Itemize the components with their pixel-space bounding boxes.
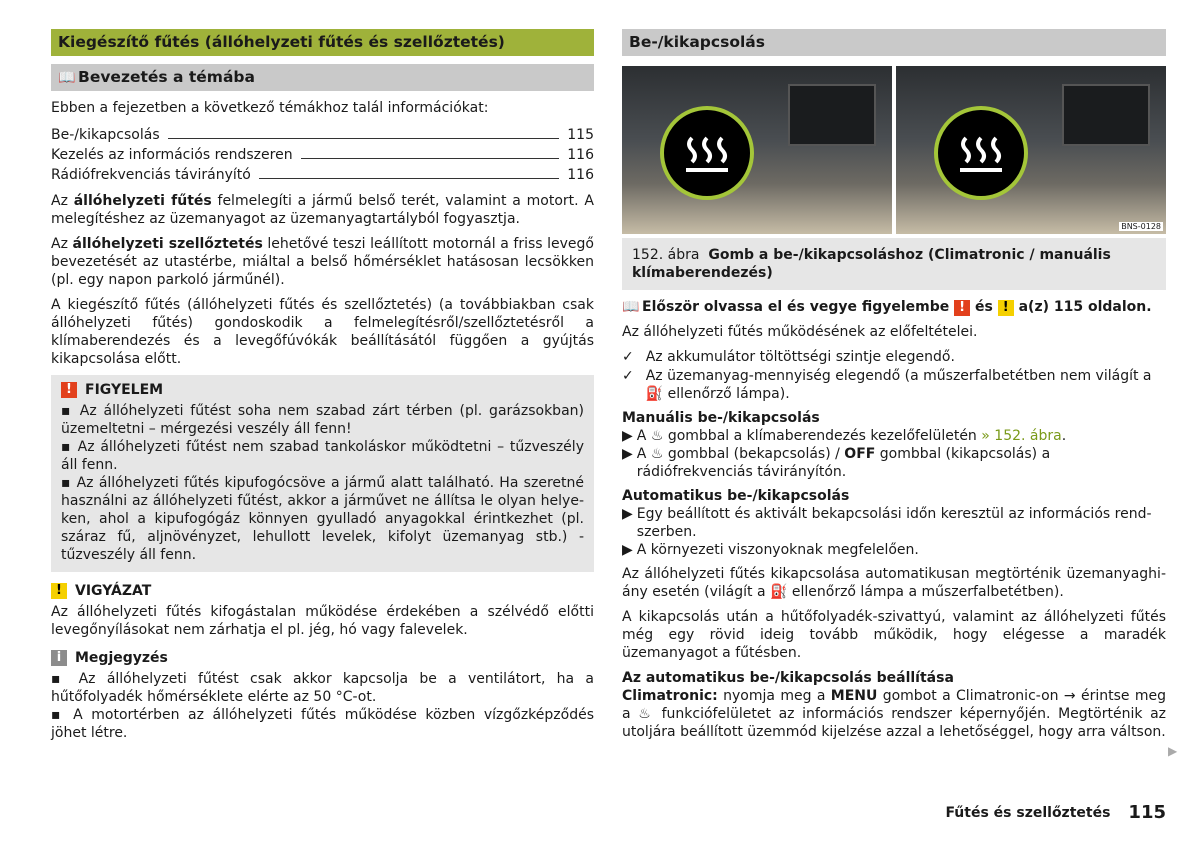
caution-heading — [51, 582, 594, 600]
paragraph-fuel: Az állóhelyzeti fűtés kikapcsolása automatikusan megtörténik üzemanyaghiány esetén (világít a ⛽ ellenőrző lámpa a műszerfalbetétben). — [622, 566, 1166, 600]
figure-caption-text: Gomb a be-/kikapcsoláshoz (Climatronic / manuális klímaberendezés) — [632, 247, 1111, 281]
fuel-lamp-icon: ⛽ — [769, 584, 788, 600]
right-column — [622, 29, 1166, 748]
warning-item: ▪ Az állóhelyzeti fűtést nem szabad tankoláskor működtetni – tűzveszély áll fenn. — [61, 439, 584, 473]
caution-title: VIGYÁZAT — [75, 583, 152, 599]
auto-title: Automatikus be-/kikapcsolás — [622, 488, 850, 504]
infotainment-screen — [788, 84, 876, 146]
toc-label: Kezelés az információs rendszeren — [51, 147, 293, 163]
note-heading — [51, 649, 594, 667]
paragraph-aux: A kiegészítő fűtés (állóhelyzeti fűtés és szellőztetés) (a továbbiakban csak állóhelyzeti fűtés) gondoskodik a felmelegítésről/szellőztetésről a klímaberendezés és a levegőfúvókák beállításától függően a gyújtás kikapcsolása előtt. — [51, 297, 594, 367]
toc — [51, 124, 594, 184]
toc-label: Rádiófrekvenciás távirányító — [51, 167, 251, 183]
figure-caption — [622, 238, 1166, 290]
warning-item: ▪ Az állóhelyzeti fűtés kipufogócsöve a jármű alatt található. Ha szeretné használni az állóhelyzeti fűtést, akkor a járművet ne állítsa le olyan helyeken, ahol a kipufogógáz könnyen gyulladó anyagokkal érintkezhet (pl. száraz fű, aljnövényzet, lehullott levelek, kifolyt üzemanyag stb.) - tűzveszély áll fenn. — [61, 475, 584, 563]
dashboard-photo-climatronic — [622, 66, 892, 234]
book-icon: 📖 — [622, 299, 640, 315]
toc-row[interactable] — [51, 164, 594, 184]
heat-button-icon: ♨ — [638, 706, 654, 722]
figure-number: 152. ábra — [632, 247, 700, 263]
arrow-icon: ▶ — [622, 428, 633, 444]
heating-button-callout — [660, 106, 754, 200]
book-icon: 📖 — [58, 70, 76, 86]
info-icon: i — [51, 650, 67, 666]
manual-step: ▶ A ♨ gombbal (bekapcsolás) / OFF gombbal (kikapcsolás) a rádiófrekvenciás távirányítón. — [622, 446, 1051, 480]
intro-heading — [51, 64, 594, 91]
warning-heading — [61, 381, 584, 399]
check-item: ✓ Az akkumulátor töltöttségi szintje elegendő. — [622, 349, 955, 365]
footer-title: Fűtés és szellőztetés — [945, 805, 1111, 821]
arrow-icon: ▶ — [622, 446, 633, 462]
note-item: ▪ A motortérben az állóhelyzeti fűtés működése közben vízgőzképződés jöhet létre. — [51, 707, 594, 741]
auto-step: ▶ Egy beállított és aktivált bekapcsolási időn keresztül az információs rendszerben. — [622, 506, 1152, 540]
intro-text: Ebben a fejezetben a következő témákhoz talál információkat: — [51, 100, 489, 116]
heating-button-callout — [934, 106, 1028, 200]
warning-icon: ! — [61, 382, 77, 398]
note-item: ▪ Az állóhelyzeti fűtést csak akkor kapcsolja be a ventilátort, ha a hűtőfolyadék hőmérséklete elérte az 50 °C-ot. — [51, 671, 594, 705]
arrow-icon: ▶ — [622, 542, 633, 558]
prerequisites: Az állóhelyzeti fűtés működésének az előfeltételei. — [622, 324, 978, 340]
arrow-icon: ▶ — [622, 506, 633, 522]
check-icon: ✓ — [622, 349, 634, 365]
toc-row[interactable] — [51, 124, 594, 144]
manual-step: ▶ A ♨ gombbal a klímaberendezés kezelőfelületén » 152. ábra. — [622, 428, 1067, 444]
heat-button-icon: ♨ — [650, 446, 664, 462]
off-button-label: OFF — [844, 446, 876, 462]
note-title: Megjegyzés — [75, 650, 168, 666]
toc-label: Be-/kikapcsolás — [51, 127, 160, 143]
paragraph-pump: A kikapcsolás után a hűtőfolyadék-szivattyú, valamint az állóhelyzeti fűtés még egy rövid ideig tovább működik, hogy elégesse a maradék üzemanyagot a fűtésben. — [622, 609, 1166, 661]
infotainment-screen — [1062, 84, 1150, 146]
setting-title: Az automatikus be-/kikapcsolás beállítása — [622, 670, 954, 686]
paragraph-heating: Az állóhelyzeti fűtés felmelegíti a jármű belső terét, valamint a motort. A melegítéshez az üzemanyagot az üzemanyagtartályból fogyasztja. — [51, 193, 594, 227]
heat-button-icon: ♨ — [650, 428, 664, 444]
section-title-right: Be-/kikapcsolás — [622, 29, 1166, 56]
manual-title: Manuális be-/kikapcsolás — [622, 410, 820, 426]
toc-page: 116 — [567, 147, 594, 163]
warning-title: FIGYELEM — [85, 382, 164, 398]
image-code: BNS-0128 — [1121, 222, 1161, 231]
figure-152 — [622, 66, 1166, 234]
intro-title: Bevezetés a témába — [78, 68, 255, 86]
page-number: 115 — [1128, 802, 1166, 823]
warning-item: ▪ Az állóhelyzeti fűtést soha nem szabad zárt térben (pl. garázsokban) üzemeltetni – mérgezési veszély áll fenn! — [61, 403, 584, 437]
caution-icon: ! — [51, 583, 67, 599]
dashboard-photo-manual — [896, 66, 1166, 234]
caution-block — [51, 582, 594, 639]
warning-icon: ! — [954, 300, 970, 316]
auto-step: ▶ A környezeti viszonyoknak megfelelően. — [622, 542, 919, 558]
check-item: ✓ Az üzemanyag-mennyiség elegendő (a műszerfalbetétben nem világít a ⛽ ellenőrző lámpa). — [622, 368, 1152, 402]
paragraph-ventilation: Az állóhelyzeti szellőztetés lehetővé teszi leállított motornál a friss levegő bevezetését az utastérbe, miáltal a belső hőmérséklet hatásosan lecsökken (pl. egy napon parkoló járműnél). — [51, 236, 594, 288]
heater-icon — [664, 110, 750, 196]
warning-box — [51, 375, 594, 572]
toc-page: 116 — [567, 167, 594, 183]
heater-icon — [938, 110, 1024, 196]
check-icon: ✓ — [622, 368, 634, 384]
toc-row[interactable] — [51, 144, 594, 164]
continue-arrow-icon: ▶ — [1168, 744, 1178, 758]
paragraph-climatronic: Climatronic: nyomja meg a MENU gombot a Climatronic-on → érintse meg a ♨ funkciófelületet az információs rendszer képernyőjén. Megtörténik az utoljára beállított üzemmód kijelzése azzal a lehetőséggel, hogy arra váltson. — [622, 688, 1167, 740]
read-first: 📖 Először olvassa el és vegye figyelembe ! és ! a(z) 115 oldalon. — [622, 299, 1152, 315]
left-column — [51, 29, 594, 742]
toc-page: 115 — [567, 127, 594, 143]
section-title: Kiegészítő fűtés (állóhelyzeti fűtés és szellőztetés) — [51, 29, 594, 56]
menu-button-label: MENU — [830, 688, 878, 704]
page-footer — [945, 804, 1166, 822]
caution-text: Az állóhelyzeti fűtés kifogástalan működése érdekében a szélvédő előtti levegőnyílásokat nem zárhatja el pl. jég, hó vagy falevelek. — [51, 604, 594, 638]
figure-link[interactable]: » 152. ábra — [981, 428, 1062, 444]
note-block — [51, 649, 594, 742]
caution-icon: ! — [998, 300, 1014, 316]
